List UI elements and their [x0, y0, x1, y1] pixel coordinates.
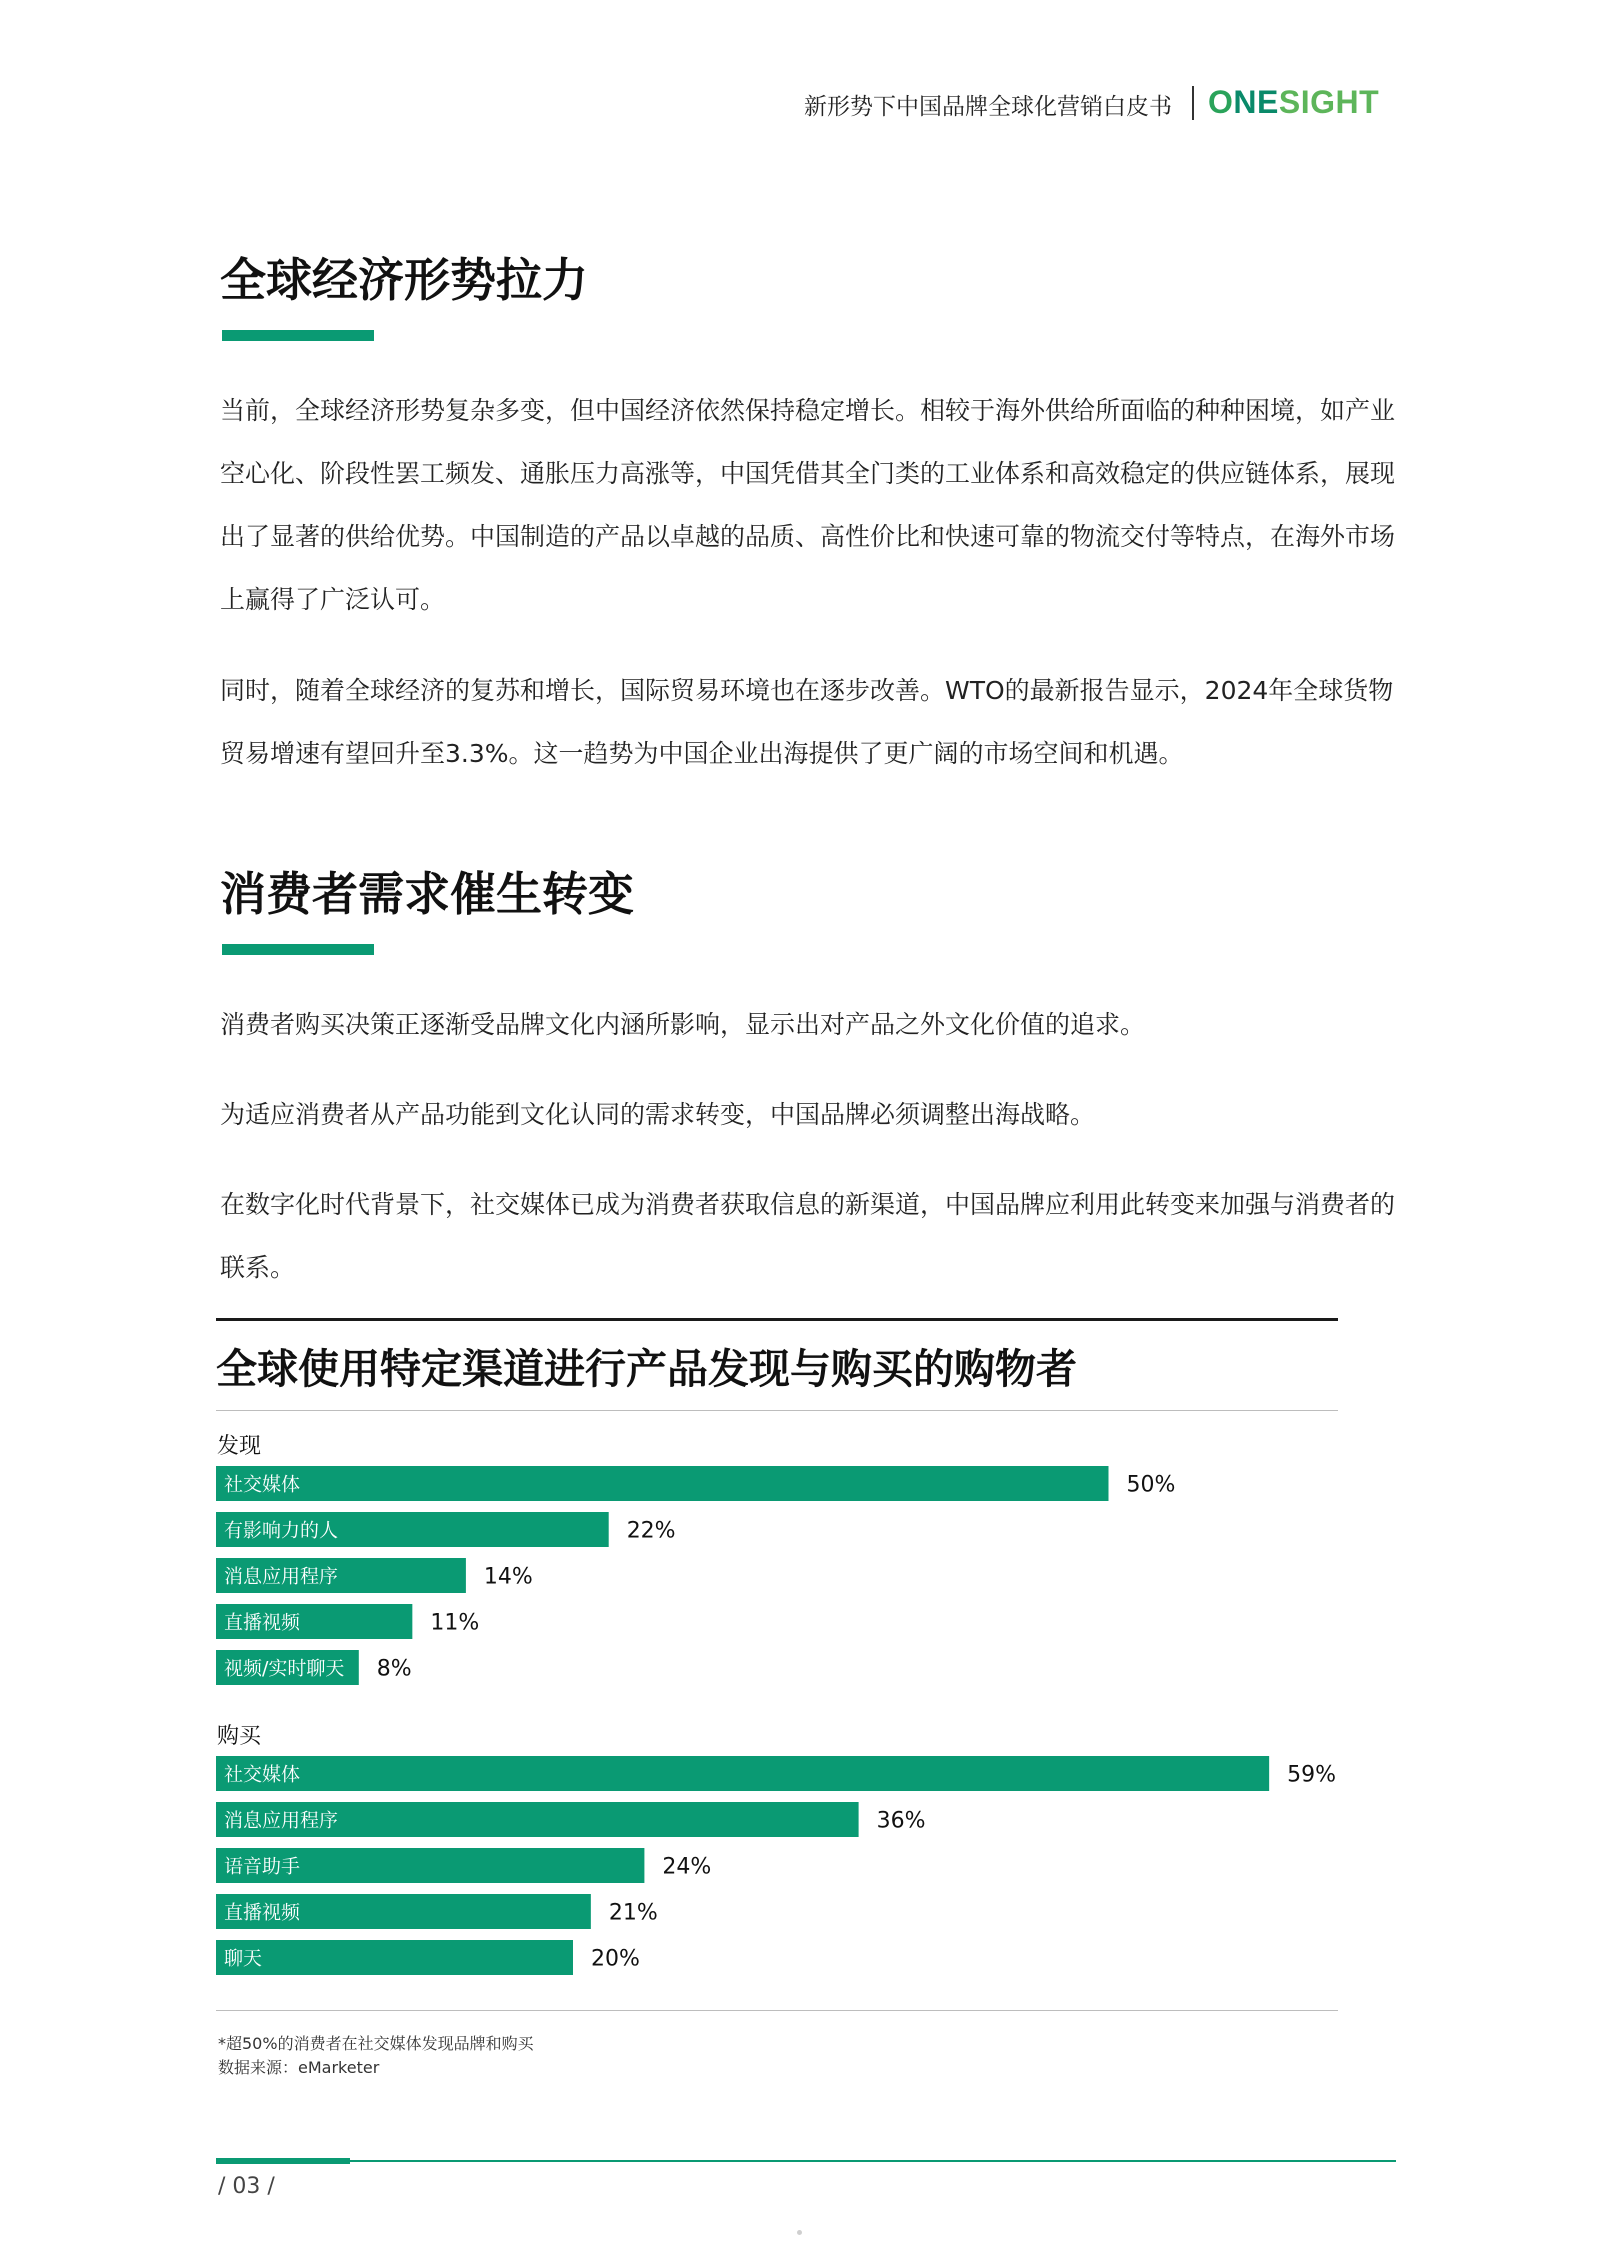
footer-accent-bar: [216, 2158, 350, 2164]
bar: [216, 1466, 1109, 1501]
footer-line: [216, 2160, 1396, 2162]
value-label: 59%: [1287, 1762, 1337, 1788]
category-label: 直播视频: [224, 1611, 301, 1634]
heading-accent-bar: [222, 330, 374, 341]
header-divider: [1192, 86, 1194, 120]
page-number: / 03 /: [218, 2174, 275, 2199]
section-heading-consumer-demand: 消费者需求催生转变: [220, 867, 634, 921]
value-label: 24%: [662, 1854, 712, 1880]
value-label: 20%: [591, 1946, 640, 1972]
paragraph: 消费者购买决策正逐渐受品牌文化内涵所影响，显示出对产品之外文化价值的追求。: [220, 1010, 1146, 1039]
paragraph: 为适应消费者从产品功能到文化认同的需求转变，中国品牌必须调整出海战略。: [220, 1100, 1096, 1129]
chart-footnote: *超50%的消费者在社交媒体发现品牌和购买: [218, 2034, 534, 2053]
bar: [216, 1756, 1269, 1791]
value-label: 21%: [608, 1900, 658, 1926]
paragraph: 同时，随着全球经济的复苏和增长，国际贸易环境也在逐步改善。WTO的最新报告显示，2024年全球货物贸易增速有望回升至3.3%。这一趋势为中国企业出海提供了更广阔的市场空间和机遇。: [220, 676, 1394, 768]
chart-title-rule: [216, 1410, 1338, 1411]
value-label: 22%: [626, 1518, 676, 1544]
category-label: 社交媒体: [224, 1763, 301, 1786]
category-label: 语音助手: [224, 1855, 301, 1878]
value-label: 50%: [1126, 1472, 1176, 1498]
bar: [216, 1940, 573, 1975]
group-label: 购买: [217, 1724, 262, 1749]
paragraph: 当前，全球经济形势复杂多变，但中国经济依然保持稳定增长。相较于海外供给所面临的种种困境，如产业空心化、阶段性罢工频发、通胀压力高涨等，中国凭借其全门类的工业体系和高效稳定的供应链体系，展现出了显著的供给优势。中国制造的产品以卓越的品质、高性价比和快速可靠的物流交付等特点，在海外市场上赢得了广泛认可。: [220, 396, 1396, 614]
category-label: 聊天: [224, 1947, 263, 1970]
category-label: 社交媒体: [224, 1473, 301, 1496]
category-label: 视频/实时聊天: [224, 1657, 345, 1680]
chart-top-rule: [216, 1318, 1338, 1321]
document-title: 新形势下中国品牌全球化营销白皮书: [804, 94, 1172, 120]
category-label: 有影响力的人: [224, 1519, 339, 1542]
category-label: 直播视频: [224, 1901, 301, 1924]
category-label: 消息应用程序: [224, 1809, 339, 1832]
footer-dot: [797, 2230, 802, 2235]
chart-source: 数据来源：eMarketer: [218, 2058, 380, 2077]
category-label: 消息应用程序: [224, 1565, 339, 1588]
onesight-logo: ONESIGHT: [1208, 84, 1380, 120]
bar-chart: [0, 1420, 1599, 2010]
group-label: 发现: [217, 1434, 262, 1459]
section-heading-global-economy: 全球经济形势拉力: [220, 253, 588, 307]
value-label: 14%: [483, 1564, 533, 1590]
heading-accent-bar: [222, 944, 374, 955]
chart-bottom-rule: [216, 2010, 1338, 2011]
paragraph: 在数字化时代背景下，社交媒体已成为消费者获取信息的新渠道，中国品牌应利用此转变来加强与消费者的联系。: [220, 1190, 1396, 1282]
value-label: 11%: [430, 1610, 480, 1636]
value-label: 8%: [376, 1656, 412, 1682]
value-label: 36%: [876, 1808, 926, 1834]
chart-title: 全球使用特定渠道进行产品发现与购买的购物者: [216, 1345, 1077, 1393]
